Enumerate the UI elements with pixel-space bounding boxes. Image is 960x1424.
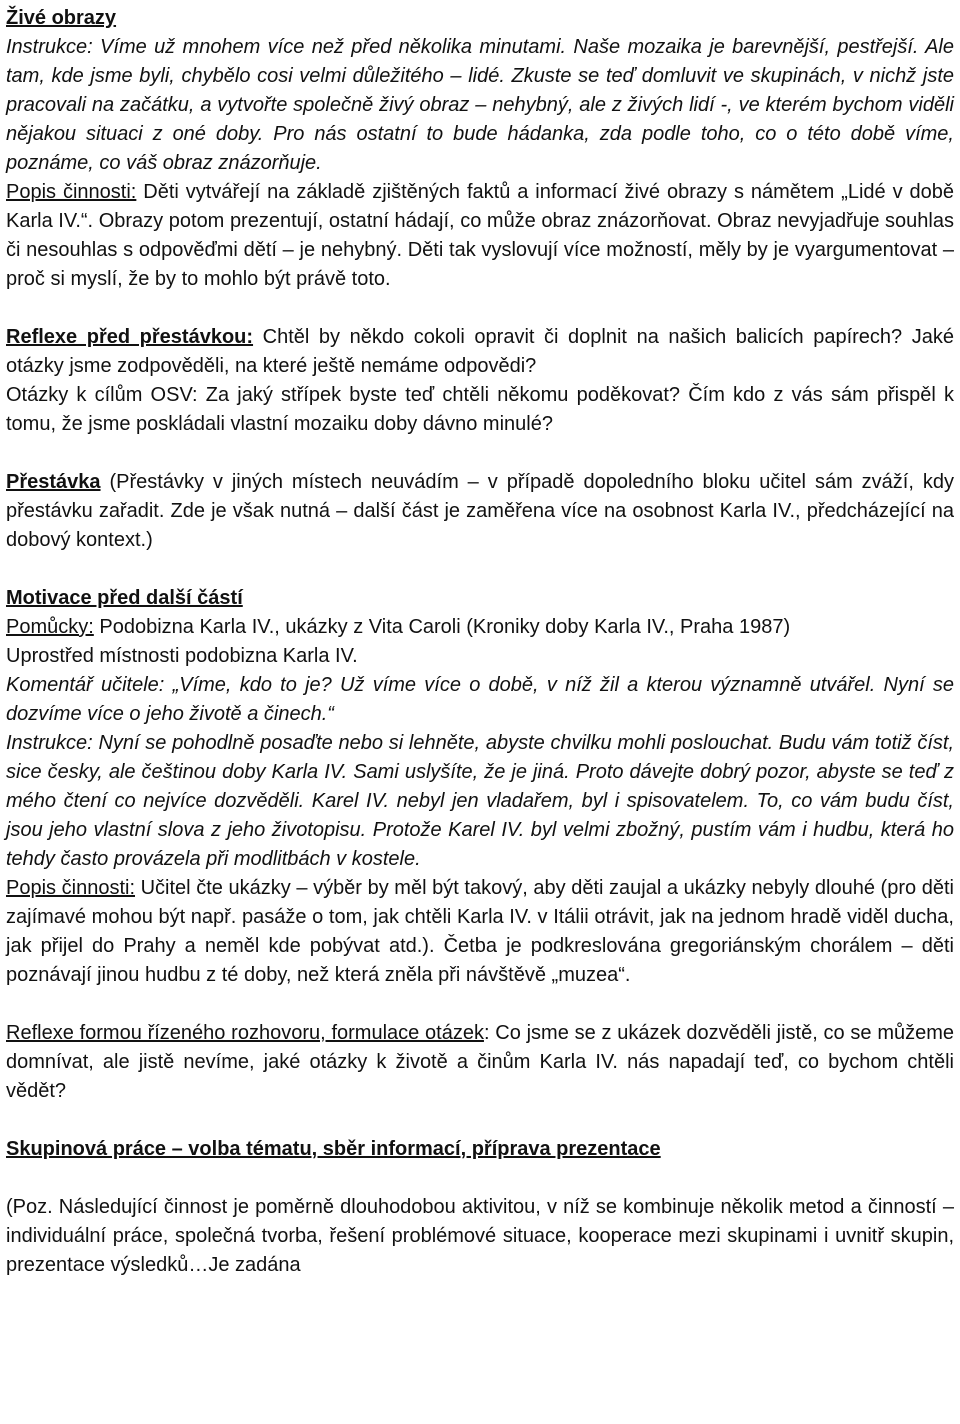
portrait-note: Uprostřed místnosti podobizna Karla IV. — [6, 645, 358, 667]
instruction-paragraph — [6, 33, 954, 178]
spacer — [6, 1106, 954, 1135]
section-title-skupinova-prace: Skupinová práce – volba tématu, sběr informací, příprava prezentace — [6, 1138, 661, 1160]
spacer — [6, 294, 954, 323]
spacer — [6, 1164, 954, 1193]
guided-reflection-paragraph — [6, 1019, 954, 1106]
group-work-note-paragraph: (Poz. Následující činnost je poměrně dlouhodobou aktivitou, v níž se kombinuje několik metod a činností – individuální práce, společná tvorba, řešení problémové situace, kooperace mezi skupinami i uvnitř skupin, prezentace výsledků…Je zadána — [6, 1196, 954, 1276]
instruction-label: Instrukce: — [6, 36, 93, 58]
reflection-label: Reflexe před přestávkou: — [6, 326, 254, 348]
aids-paragraph — [6, 613, 954, 642]
instruction-text: Víme už mnohem více než před několika minutami. Naše mozaika je barevnější, pestřejší. Ale tam, kde jsme byli, chybělo cosi velmi důležitého – lidé. Zkuste se teď domluvit ve skupinách, v nichž jste pracovali na začátku, a vytvořte společně živý obraz – nehybný, ale z živých lidí -, ve kterém bychom viděli nějakou situaci z oné doby. Pro nás ostatní to bude hádanka, zda podle toho, co o této době víme, poznáme, co váš obraz znázorňuje. — [6, 36, 954, 174]
section-title-motivace: Motivace před další částí — [6, 587, 243, 609]
section-title-zive-obrazy: Živé obrazy — [6, 7, 117, 29]
osv-questions-paragraph: Otázky k cílům OSV: Za jaký střípek byste teď chtěli někomu poděkovat? Čím kdo z vás sám přispěl k tomu, že jsme poskládali vlastní mozaiku doby dávno minulé? — [6, 384, 954, 435]
aids-label: Pomůcky: — [6, 616, 94, 638]
spacer — [6, 439, 954, 468]
activity-description-text-2: Učitel čte ukázky – výběr by měl být takový, aby děti zaujal a ukázky nebyly dlouhé (pro děti zajímavé mohou být např. pasáže o tom, jak chtěli Karla IV. v Itálii otrávit, jak na jednom hradě viděl ducha, jak přijel do Prahy a neměl kde pobývat atd.). Četba je podkreslována gregoriánským chorálem – děti poznávají jinou hudbu z té doby, než která zněla při návštěvě „muzea“. — [6, 877, 954, 986]
instruction-paragraph-2 — [6, 729, 954, 874]
reflection-text: Chtěl by někdo cokoli opravit či doplnit na našich balicích papírech? Jaké otázky jsme zodpověděli, na které ještě nemáme odpovědi? — [6, 326, 954, 377]
activity-description-label-2: Popis činnosti: — [6, 877, 135, 899]
break-text: (Přestávky v jiných místech neuvádím – v případě dopoledního bloku učitel sám zváží, kdy přestávku zařadit. Zde je však nutná – další část je zaměřena více na osobnost Karla IV., předcházející na dobový kontext.) — [6, 471, 954, 551]
guided-reflection-label: Reflexe formou řízeného rozhovoru, formulace otázek — [6, 1022, 484, 1044]
instruction-text-2: Nyní se pohodlně posaďte nebo si lehněte, abyste chvilku mohli poslouchat. Budu vám totiž číst, sice česky, ale češtinou doby Karla IV. Sami uslyšíte, že je jiná. Proto dávejte dobrý pozor, abyste se teď z mého čtení co nejvíce dozvěděli. Karel IV. nebyl jen vladařem, byl i spisovatelem. To, co vám budu číst, jsou jeho vlastní slova z jeho životopisu. Protože Karel IV. byl velmi zbožný, pustím vám i hudbu, která ho tehdy často provázela při modlitbách v kostele. — [6, 732, 954, 870]
break-paragraph — [6, 468, 954, 555]
spacer — [6, 990, 954, 1019]
activity-description-paragraph-2 — [6, 874, 954, 990]
teacher-comment-label: Komentář učitele: — [6, 674, 165, 696]
teacher-comment-text: „Víme, kdo to je? Už víme více o době, v níž žil a kterou významně utvářel. Nyní se dozvíme více o jeho životě a činech.“ — [6, 674, 954, 725]
guided-reflection-text: : Co jsme se z ukázek dozvěděli jistě, co se můžeme domnívat, ale jistě nevíme, jaké otázky k životě a činům Karla IV. nás napadají teď, co bychom chtěli vědět? — [6, 1022, 955, 1102]
break-label: Přestávka — [6, 471, 101, 493]
reflection-paragraph — [6, 323, 954, 381]
aids-text: Podobizna Karla IV., ukázky z Vita Caroli (Kroniky doby Karla IV., Praha 1987) — [93, 616, 791, 638]
spacer — [6, 555, 954, 584]
activity-description-text: Děti vytvářejí na základě zjištěných faktů a informací živé obrazy s námětem „Lidé v době Karla IV.“. Obrazy potom prezentují, ostatní hádají, co může obraz znázorňovat. Obraz nevyjadřuje souhlas či nesouhlas s odpověďmi dětí – je nehybný. Děti tak vyslovují více možností, měly by je vyargumentovat – proč si myslí, že by to mohlo být právě toto. — [6, 181, 954, 290]
activity-description-label: Popis činnosti: — [6, 181, 137, 203]
activity-description-paragraph — [6, 178, 954, 294]
teacher-comment-paragraph — [6, 671, 954, 729]
instruction-label-2: Instrukce: — [6, 732, 93, 754]
